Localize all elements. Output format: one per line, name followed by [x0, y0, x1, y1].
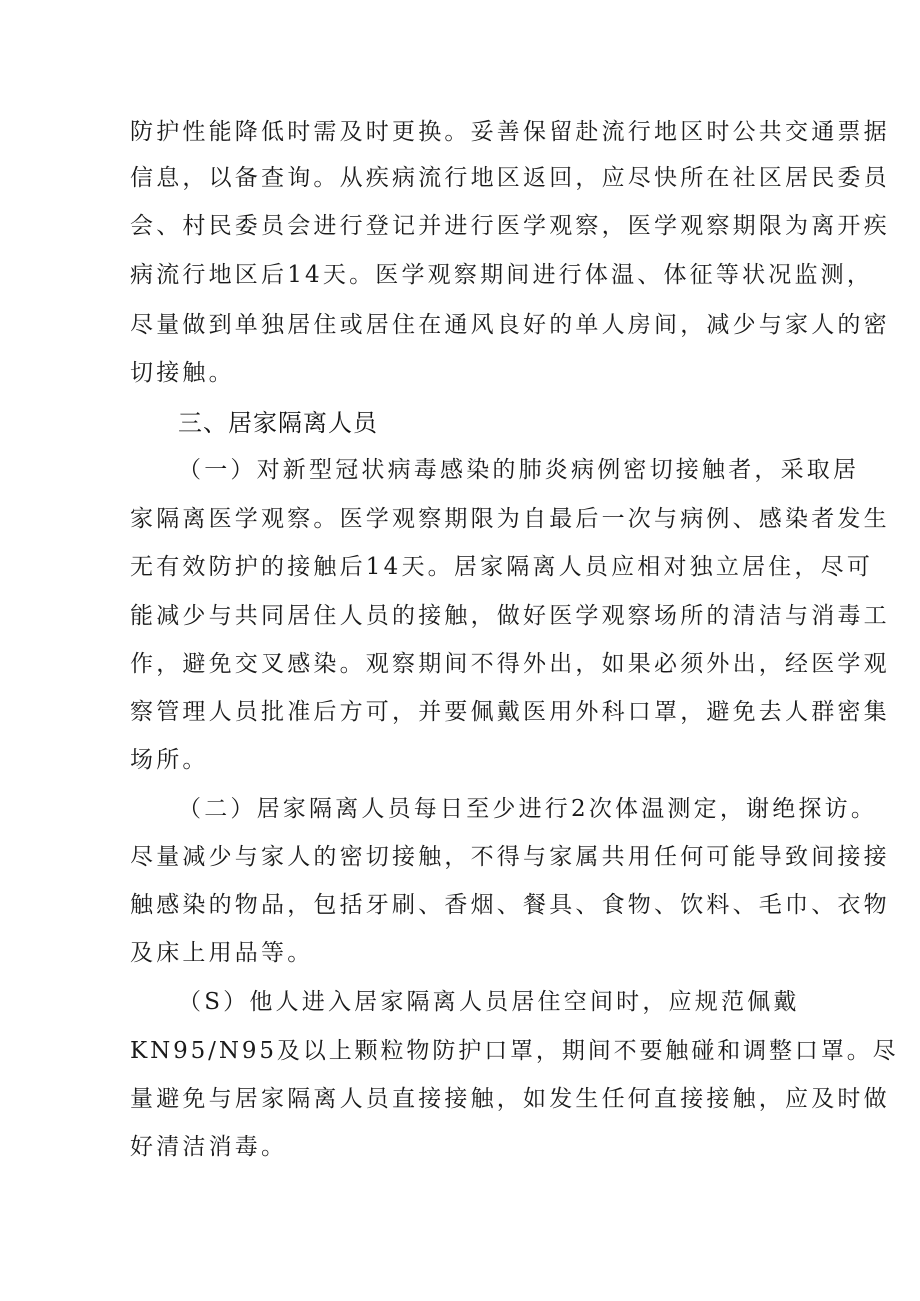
paragraph-4-line-3: 量避免与居家隔离人员直接接触，如发生任何直接接触，应及时做	[130, 1086, 890, 1112]
paragraph-1-line-4: 病流行地区后14天。医学观察期间进行体温、体征等状况监测，	[130, 262, 874, 288]
paragraph-3-line-2: 尽量减少与家人的密切接触，不得与家属共用任何可能导致间接接	[130, 844, 890, 870]
section-heading: 三、居家隔离人员	[178, 409, 378, 437]
paragraph-3-line-1: （二）居家隔离人员每日至少进行2次体温测定，谢绝探访。	[178, 796, 878, 822]
paragraph-4-line-1: （S）他人进入居家隔离人员居住空间时，应规范佩戴	[178, 989, 800, 1015]
paragraph-3-line-4: 及床上用品等。	[130, 940, 314, 966]
paragraph-2-line-5: 作，避免交叉感染。观察期间不得外出，如果必须外出，经医学观	[130, 651, 890, 677]
paragraph-2-line-1: （一）对新型冠状病毒感染的肺炎病例密切接触者，采取居	[178, 457, 860, 483]
paragraph-3-line-3: 触感染的物品，包括牙刷、香烟、餐具、食物、饮料、毛巾、衣物	[130, 892, 890, 918]
paragraph-2-line-3: 无有效防护的接触后14天。居家隔离人员应相对独立居住，尽可	[130, 554, 874, 580]
paragraph-1-line-1: 防护性能降低时需及时更换。妥善保留赴流行地区时公共交通票据	[130, 119, 890, 145]
paragraph-2-line-7: 场所。	[130, 747, 209, 773]
paragraph-1-line-5: 尽量做到单独居住或居住在通风良好的单人房间，减少与家人的密	[130, 312, 890, 338]
paragraph-2-line-6: 察管理人员批准后方可，并要佩戴医用外科口罩，避免去人群密集	[130, 699, 890, 725]
paragraph-1-line-2: 信息，以备查询。从疾病流行地区返回，应尽快所在社区居民委员	[130, 165, 890, 191]
paragraph-4-line-4: 好清洁消毒。	[130, 1134, 288, 1160]
paragraph-2-line-4: 能减少与共同居住人员的接触，做好医学观察场所的清洁与消毒工	[130, 603, 890, 629]
paragraph-4-line-2: KN95/N95及以上颗粒物防护口罩，期间不要触碰和调整口罩。尽	[130, 1038, 899, 1064]
paragraph-1-line-6: 切接触。	[130, 360, 235, 386]
paragraph-1-line-3: 会、村民委员会进行登记并进行医学观察，医学观察期限为离开疾	[130, 213, 890, 239]
paragraph-2-line-2: 家隔离医学观察。医学观察期限为自最后一次与病例、感染者发生	[130, 506, 890, 532]
